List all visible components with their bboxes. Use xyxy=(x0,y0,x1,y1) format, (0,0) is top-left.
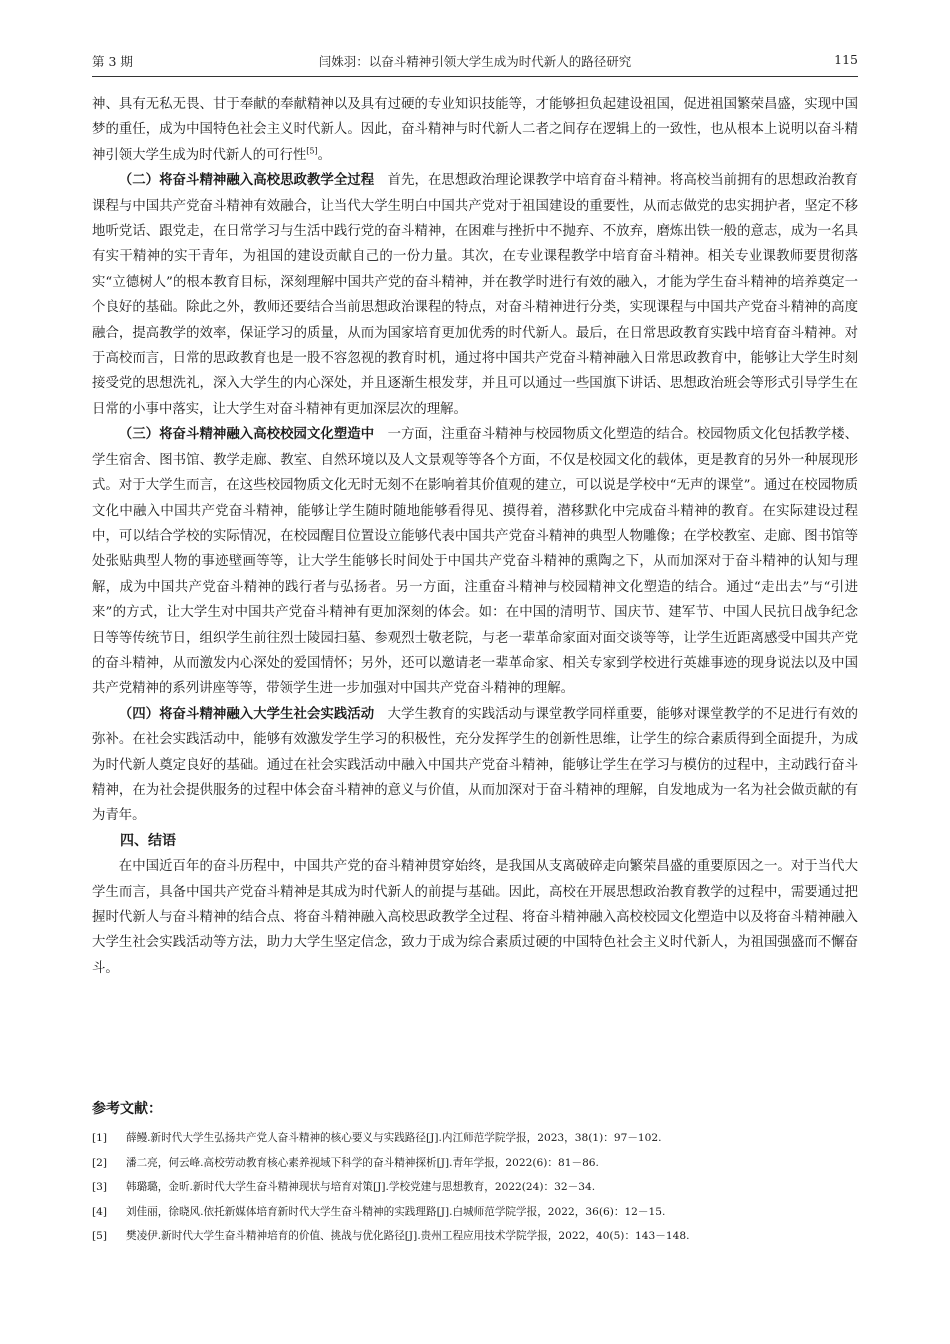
subsection-heading: （四）将奋斗精神融入大学生社会实践活动 xyxy=(118,706,375,722)
header-rule xyxy=(92,76,858,77)
reference-item xyxy=(92,1224,858,1249)
reference-number: [3] xyxy=(92,1181,108,1194)
paragraph xyxy=(92,702,858,829)
reference-item xyxy=(92,1126,858,1151)
paragraph-end: 。 xyxy=(317,147,331,163)
paragraph-text: 一方面，注重奋斗精神与校园物质文化塑造的结合。校园物质文化包括教学楼、学生宿舍、图书馆、教学走廊、教室、自然环境以及人文景观等等各个方面，不仅是校园文化的载体，更是教育的另外一种展现形式。对于大学生而言，在这些校园物质文化无时无刻不在影响着其价值观的建立，可以说是学校中“无声的课堂”。通过在校园物质文化中融入中国共产党奋斗精神，能够让学生随时随地能够看得见、摸得着，潜移默化中完成奋斗精神的教育。在实际建设过程中，可以结合学校的实际情况，在校园醒目位置设立能够代表中国共产党奋斗精神的典型人物雕像；在学校教室、走廊、图书馆等处张贴典型人物的事迹壁画等等，让大学生能够长时间处于中国共产党奋斗精神的熏陶之下，从而加深对于奋斗精神的认知与理解，成为中国共产党奋斗精神的践行者与弘扬者。另一方面，注重奋斗精神与校园精神文化塑造的结合。通过“走出去”与“引进来”的方式，让大学生对中国共产党奋斗精神有更加深刻的体会。如：在中国的清明节、国庆节、建军节、中国人民抗日战争纪念日等等传统节日，组织学生前往烈士陵园扫墓、参观烈士敬老院，与老一辈革命家面对面交谈等等，让学生近距离感受中国共产党的奋斗精神，从而激发内心深处的爱国情怀；另外，还可以邀请老一辈革命家、相关专家到学校进行英雄事迹的现身说法以及中国共产党精神的系列讲座等等，带领学生进一步加强对中国共产党奋斗精神的理解。 xyxy=(92,427,859,697)
page-number: 115 xyxy=(834,52,858,67)
reference-number: [4] xyxy=(92,1205,108,1218)
running-title: 闫姝羽：以奋斗精神引领大学生成为时代新人的路径研究 xyxy=(318,54,632,69)
reference-item xyxy=(92,1175,858,1200)
subsection-heading: （三）将奋斗精神融入高校校园文化塑造中 xyxy=(118,427,375,443)
paragraph-text: 神、具有无私无畏、甘于奉献的奉献精神以及具有过硬的专业知识技能等，才能够担负起建设祖国，促进祖国繁荣昌盛，实现中国梦的重任，成为中国特色社会主义时代新人。因此，奋斗精神与时代新人二者之间存在逻辑上的一致性，也从根本上说明以奋斗精神引领大学生成为时代新人的可行性 xyxy=(92,97,858,163)
reference-text: 潘二亮，何云峰.高校劳动教育核心素养视域下科学的奋斗精神探析[J].青年学报，2022(6)：81－86. xyxy=(126,1156,599,1169)
paragraph-text: 首先，在思想政治理论课教学中培育奋斗精神。将高校当前拥有的思想政治教育课程与中国共产党奋斗精神有效融合，让当代大学生明白中国共产党对于祖国建设的重要性，从而志做党的忠实拥护者，坚定不移地听党话、跟党走，在日常学习与生活中践行党的奋斗精神，在困难与挫折中不抛弃、不放弃，磨炼出铁一般的意志，成为一名具有实干精神的实干青年，为祖国的建设贡献自己的一份力量。其次，在专业课程教学中培育奋斗精神。相关专业课教师要贯彻落实“立德树人”的根本教育目标，深刻理解中国共产党的奋斗精神，并在教学时进行有效的融入，才能为学生奋斗精神的培养奠定一个良好的基础。除此之外，教师还要结合当前思想政治课程的特点，对奋斗精神进行分类，实现课程与中国共产党奋斗精神的高度融合，提高教学的效率，保证学习的质量，从而为国家培育更加优秀的时代新人。最后，在日常思政教育实践中培育奋斗精神。对于高校而言，日常的思政教育也是一股不容忽视的教育时机，通过将中国共产党奋斗精神融入日常思政教育中，能够让大学生时刻接受党的思想洗礼，深入大学生的内心深处，并且逐渐生根发芽，并且可以通过一些国旗下讲话、思想政治班会等形式引导学生在日常的小事中落实，让大学生对奋斗精神有更加深层次的理解。 xyxy=(92,173,859,417)
paragraph-text: 大学生教育的实践活动与课堂教学同样重要，能够对课堂教学的不足进行有效的弥补。在社会实践活动中，能够有效激发学生学习的积极性，充分发挥学生的创新性思维，让学生的综合素质得到全面提升，为成为时代新人奠定良好的基础。通过在社会实践活动中融入中国共产党奋斗精神，能够让学生在学习与模仿的过程中，主动践行奋斗精神，在为社会提供服务的过程中体会奋斗精神的意义与价值，从而加深对于奋斗精神的理解，自发地成为一名为社会做贡献的有为青年。 xyxy=(92,706,859,824)
reference-item xyxy=(92,1151,858,1176)
article-body xyxy=(92,92,858,981)
paragraph xyxy=(92,168,858,422)
reference-text: 樊凌伊.新时代大学生奋斗精神培育的价值、挑战与优化路径[J].贵州工程应用技术学院学报，2022，40(5)：143－148. xyxy=(126,1230,690,1243)
paragraph xyxy=(92,422,858,701)
reference-text: 薛鳗.新时代大学生弘扬共产党人奋斗精神的核心要义与实践路径[J].内江师范学院学报，2023，38(1)：97－102. xyxy=(126,1132,662,1144)
section-title: 四、结语 xyxy=(120,832,176,849)
references-title: 参考文献： xyxy=(92,1101,162,1117)
issue-label: 第 3 期 xyxy=(92,54,133,69)
references xyxy=(92,1098,858,1249)
reference-number: [5] xyxy=(92,1230,108,1243)
paragraph xyxy=(92,92,858,168)
paragraph xyxy=(92,854,858,981)
page-header xyxy=(92,52,858,74)
reference-item xyxy=(92,1200,858,1225)
subsection-heading: （二）将奋斗精神融入高校思政教学全过程 xyxy=(118,173,375,189)
citation-mark: [5] xyxy=(306,146,318,156)
paragraph-text: 在中国近百年的奋斗历程中，中国共产党的奋斗精神贯穿始终，是我国从支离破碎走向繁荣昌盛的重要原因之一。对于当代大学生而言，具备中国共产党奋斗精神是其成为时代新人的前提与基础。因此，高校在开展思想政治教育教学的过程中，需要通过把握时代新人与奋斗精神的结合点、将奋斗精神融入高校思政教学全过程、将奋斗精神融入高校校园文化塑造中以及将奋斗精神融入大学生社会实践活动等方法，助力大学生坚定信念，致力于成为综合素质过硬的中国特色社会主义时代新人，为祖国强盛而不懈奋斗。 xyxy=(92,859,858,976)
reference-number: [1] xyxy=(92,1132,108,1144)
reference-text: 韩璐璐，金昕.新时代大学生奋斗精神现状与培育对策[J].学校党建与思想教育，2022(24)：32－34. xyxy=(126,1181,596,1194)
reference-text: 刘佳丽，徐晓风.依托新媒体培育新时代大学生奋斗精神的实践理路[J].白城师范学院学报，2022，36(6)：12－15. xyxy=(126,1205,666,1218)
reference-number: [2] xyxy=(92,1156,108,1169)
